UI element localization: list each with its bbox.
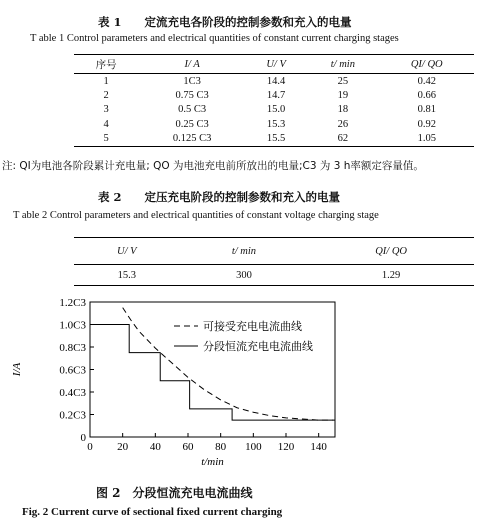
table2-cell: 1.29: [308, 265, 474, 286]
table1-cell: 0.75 C3: [175, 90, 209, 102]
table1-header-time: t/ min: [306, 55, 379, 74]
table1-header-charge-ratio: QI/ QO: [380, 55, 475, 74]
y-tick-label: 1.0C3: [59, 319, 86, 332]
table2-cell: 300: [180, 265, 309, 286]
table-row: [74, 117, 474, 131]
y-axis-label: I/A: [11, 362, 23, 377]
table1-header-index: 序号: [74, 55, 138, 74]
table1-cell: 4: [103, 118, 109, 130]
table1-cell: 26: [337, 118, 349, 130]
table1-cell: 15.3: [266, 118, 286, 130]
y-tick-label: 0.8C3: [59, 342, 86, 354]
table1-cell: 5: [74, 132, 138, 147]
y-tick-label: 0.4C3: [59, 387, 86, 399]
figure2-caption-en: Fig. 2 Current curve of sectional fixed current charging: [22, 506, 283, 518]
y-tick-label: 0.6C3: [59, 364, 86, 377]
figure2-caption-cn: 图 2 分段恒流充电电流曲线: [96, 486, 253, 500]
table1-cell: 1.05: [380, 132, 475, 147]
table1-cell: 19: [337, 90, 349, 102]
table1-header-row: [74, 55, 474, 74]
table1-caption-cn: 表 1 定流充电各阶段的控制参数和充入的电量: [98, 15, 352, 29]
x-axis-label: t/min: [201, 456, 224, 468]
table2-header-time: t/ min: [180, 238, 309, 265]
table1-cell: 2: [103, 90, 109, 102]
y-tick-label: 0.2C3: [59, 409, 86, 422]
table-row: [74, 88, 474, 102]
table2-header-voltage: U/ V: [74, 238, 180, 265]
x-tick-label: 40: [149, 441, 161, 453]
table1-cell: 1C3: [183, 75, 201, 87]
table1-cell: 0.92: [417, 118, 436, 130]
x-tick-label: 120: [277, 441, 295, 453]
table1-cell: 0.66: [417, 90, 436, 102]
table1-cell: 0.81: [417, 104, 436, 116]
table1-cell: 62: [306, 132, 379, 147]
table1-cell: 1: [103, 75, 109, 87]
table1-note: 注: QI为电池各阶段累计充电量; QO 为电池充电前所放出的电量;C3 为 3 h率额定容量值。: [2, 160, 424, 172]
sectional-current-curve: [90, 325, 333, 421]
table-row: [74, 103, 474, 117]
charging-current-chart: [0, 290, 488, 472]
table-row: [74, 132, 474, 147]
table2-header-charge-ratio: QI/ QO: [308, 238, 474, 265]
table1-cell: 0.25 C3: [175, 118, 209, 130]
y-tick-label: 0: [80, 432, 86, 444]
table1-caption-en: T able 1 Control parameters and electrical quantities of constant current charging stages: [30, 33, 399, 44]
table2: [74, 237, 474, 286]
x-tick-label: 0: [87, 441, 93, 453]
table1-cell: 0.5 C3: [178, 104, 207, 116]
table-row: [74, 74, 474, 89]
table1-cell: 0.42: [417, 75, 436, 87]
table2-header-row: [74, 238, 474, 265]
legend-label: 可接受充电电流曲线: [203, 321, 302, 333]
table1-cell: 14.4: [266, 75, 286, 87]
y-tick-label: 1.2C3: [59, 297, 86, 309]
table1-cell: 25: [337, 75, 349, 87]
x-tick-label: 60: [182, 441, 194, 453]
table1: [74, 54, 474, 147]
table-row: [74, 265, 474, 286]
table1-cell: 14.7: [266, 90, 286, 102]
table1-cell: 0.125 C3: [138, 132, 246, 147]
table2-cell: 15.3: [74, 265, 180, 286]
table1-cell: 15.5: [246, 132, 306, 147]
x-tick-label: 20: [117, 441, 129, 453]
table1-cell: 18: [337, 104, 349, 116]
table2-caption-en: T able 2 Control parameters and electrical quantities of constant voltage charging stage: [13, 210, 379, 221]
x-tick-label: 100: [245, 441, 262, 453]
x-tick-label: 80: [215, 441, 227, 453]
legend-label: 分段恒流充电电流曲线: [203, 341, 313, 353]
table1-cell: 15.0: [266, 104, 286, 116]
table1-header-voltage: U/ V: [246, 55, 306, 74]
table1-cell: 3: [103, 104, 109, 116]
table2-caption-cn: 表 2 定压充电阶段的控制参数和充入的电量: [98, 190, 341, 204]
table1-header-current: I/ A: [138, 55, 246, 74]
x-tick-label: 140: [310, 441, 327, 453]
